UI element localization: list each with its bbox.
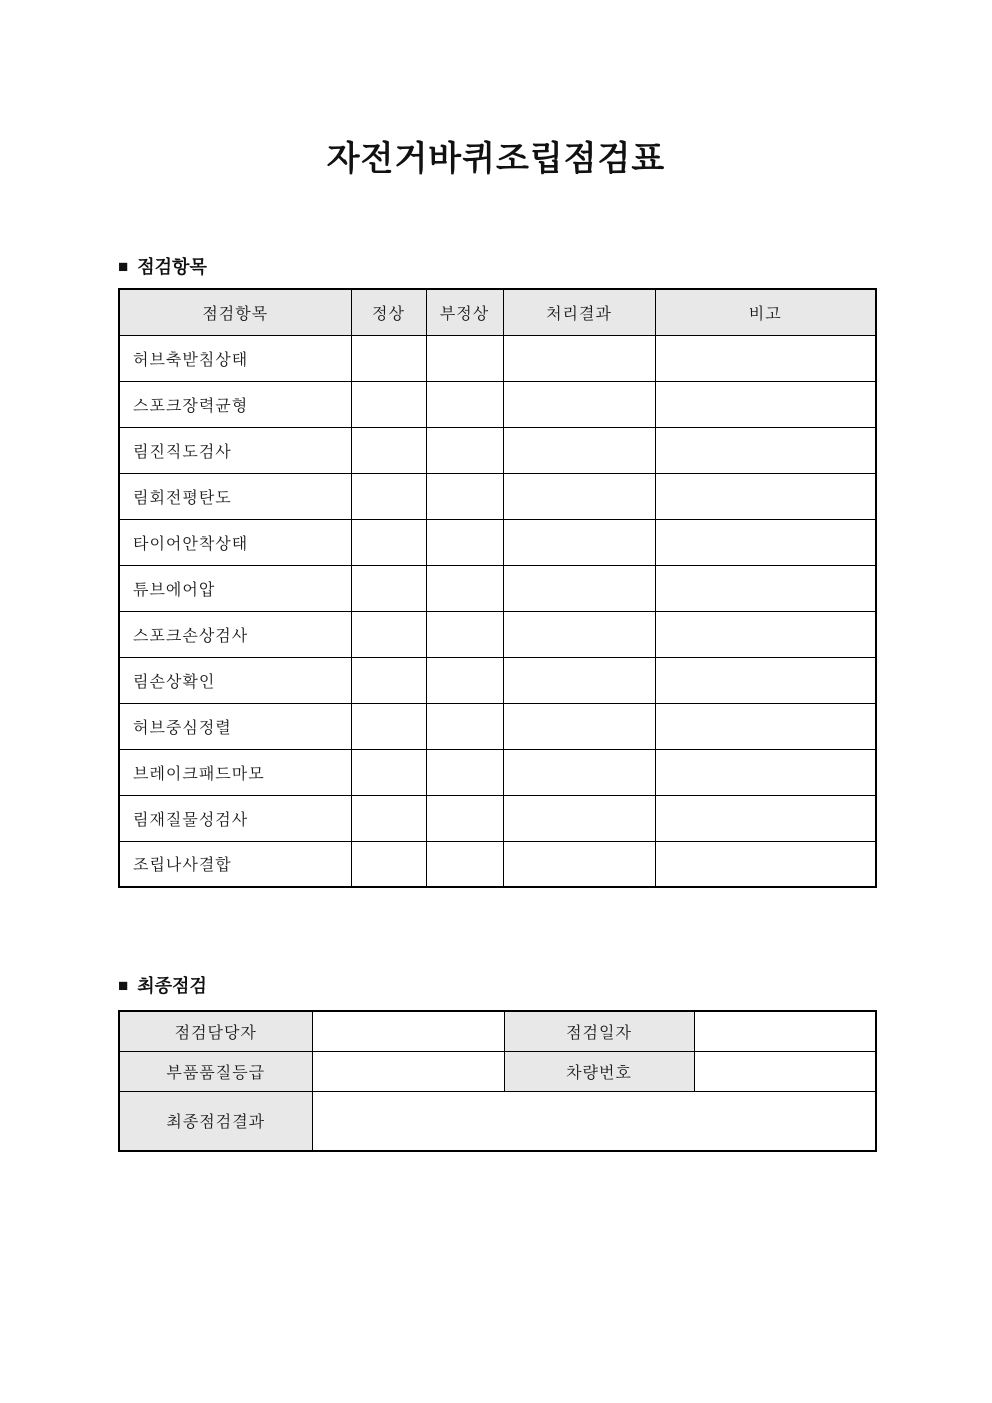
inspection-item-label: 림진직도검사 [119, 427, 351, 473]
table-row [119, 749, 876, 795]
note-input-cell[interactable] [655, 381, 876, 427]
abnormal-check-cell[interactable] [426, 565, 503, 611]
abnormal-check-cell[interactable] [426, 611, 503, 657]
result-input-cell[interactable] [503, 565, 655, 611]
table-row [119, 1051, 876, 1091]
note-input-cell[interactable] [655, 519, 876, 565]
page-title: 자전거바퀴조립점검표 [326, 140, 666, 178]
note-input-cell[interactable] [655, 795, 876, 841]
normal-check-cell[interactable] [351, 519, 426, 565]
abnormal-check-cell[interactable] [426, 519, 503, 565]
inspection-item-label: 스포크장력균형 [119, 381, 351, 427]
abnormal-check-cell[interactable] [426, 657, 503, 703]
inspection-item-label: 림손상확인 [119, 657, 351, 703]
table-header-row [119, 289, 876, 335]
result-input-cell[interactable] [503, 841, 655, 887]
table-row [119, 795, 876, 841]
table-row [119, 427, 876, 473]
note-input-cell[interactable] [655, 611, 876, 657]
normal-check-cell[interactable] [351, 611, 426, 657]
abnormal-check-cell[interactable] [426, 427, 503, 473]
normal-check-cell[interactable] [351, 381, 426, 427]
result-input-cell[interactable] [503, 473, 655, 519]
inspection-date-input-cell[interactable] [694, 1011, 876, 1051]
table-row [119, 473, 876, 519]
note-input-cell[interactable] [655, 427, 876, 473]
final-result-label: 최종점검결과 [119, 1091, 312, 1151]
normal-check-cell[interactable] [351, 749, 426, 795]
result-input-cell[interactable] [503, 657, 655, 703]
table-row [119, 1091, 876, 1151]
result-input-cell[interactable] [503, 335, 655, 381]
inspection-item-label: 튜브에어압 [119, 565, 351, 611]
inspection-item-label: 타이어안착상태 [119, 519, 351, 565]
note-input-cell[interactable] [655, 565, 876, 611]
normal-check-cell[interactable] [351, 795, 426, 841]
column-header-abnormal: 부정상 [426, 289, 503, 335]
abnormal-check-cell[interactable] [426, 381, 503, 427]
table-row [119, 703, 876, 749]
abnormal-check-cell[interactable] [426, 335, 503, 381]
section-heading-text: 점검항목 [137, 257, 207, 277]
part-quality-grade-label: 부품품질등급 [119, 1051, 312, 1091]
column-header-note: 비고 [655, 289, 876, 335]
column-header-normal: 정상 [351, 289, 426, 335]
inspection-item-label: 허브축받침상태 [119, 335, 351, 381]
normal-check-cell[interactable] [351, 703, 426, 749]
result-input-cell[interactable] [503, 519, 655, 565]
result-input-cell[interactable] [503, 427, 655, 473]
inspection-item-label: 브레이크패드마모 [119, 749, 351, 795]
note-input-cell[interactable] [655, 657, 876, 703]
square-bullet-icon: ■ [118, 975, 129, 995]
inspection-item-label: 림재질물성검사 [119, 795, 351, 841]
table-row [119, 519, 876, 565]
abnormal-check-cell[interactable] [426, 749, 503, 795]
result-input-cell[interactable] [503, 381, 655, 427]
column-header-item: 점검항목 [119, 289, 351, 335]
column-header-result: 처리결과 [503, 289, 655, 335]
normal-check-cell[interactable] [351, 335, 426, 381]
table-row [119, 657, 876, 703]
inspector-label: 점검담당자 [119, 1011, 312, 1051]
normal-check-cell[interactable] [351, 565, 426, 611]
normal-check-cell[interactable] [351, 427, 426, 473]
result-input-cell[interactable] [503, 703, 655, 749]
table-row [119, 611, 876, 657]
abnormal-check-cell[interactable] [426, 841, 503, 887]
inspector-input-cell[interactable] [312, 1011, 504, 1051]
inspection-item-label: 조립나사결합 [119, 841, 351, 887]
inspection-item-label: 스포크손상검사 [119, 611, 351, 657]
result-input-cell[interactable] [503, 611, 655, 657]
vehicle-number-input-cell[interactable] [694, 1051, 876, 1091]
result-input-cell[interactable] [503, 795, 655, 841]
table-row [119, 335, 876, 381]
table-row [119, 841, 876, 887]
part-quality-grade-input-cell[interactable] [312, 1051, 504, 1091]
inspection-date-label: 점검일자 [504, 1011, 694, 1051]
inspection-item-label: 림회전평탄도 [119, 473, 351, 519]
note-input-cell[interactable] [655, 749, 876, 795]
normal-check-cell[interactable] [351, 841, 426, 887]
abnormal-check-cell[interactable] [426, 795, 503, 841]
section-header-final [118, 972, 207, 998]
result-input-cell[interactable] [503, 749, 655, 795]
abnormal-check-cell[interactable] [426, 473, 503, 519]
normal-check-cell[interactable] [351, 473, 426, 519]
normal-check-cell[interactable] [351, 657, 426, 703]
final-result-input-cell[interactable] [312, 1091, 876, 1151]
inspection-table [118, 288, 877, 888]
note-input-cell[interactable] [655, 841, 876, 887]
inspection-item-label: 허브중심정렬 [119, 703, 351, 749]
table-row [119, 565, 876, 611]
square-bullet-icon: ■ [118, 256, 129, 276]
note-input-cell[interactable] [655, 335, 876, 381]
section-header-inspection [118, 253, 207, 279]
table-row [119, 1011, 876, 1051]
note-input-cell[interactable] [655, 473, 876, 519]
table-row [119, 381, 876, 427]
final-inspection-table [118, 1010, 877, 1152]
abnormal-check-cell[interactable] [426, 703, 503, 749]
note-input-cell[interactable] [655, 703, 876, 749]
vehicle-number-label: 차량번호 [504, 1051, 694, 1091]
section-heading-text: 최종점검 [137, 976, 207, 996]
